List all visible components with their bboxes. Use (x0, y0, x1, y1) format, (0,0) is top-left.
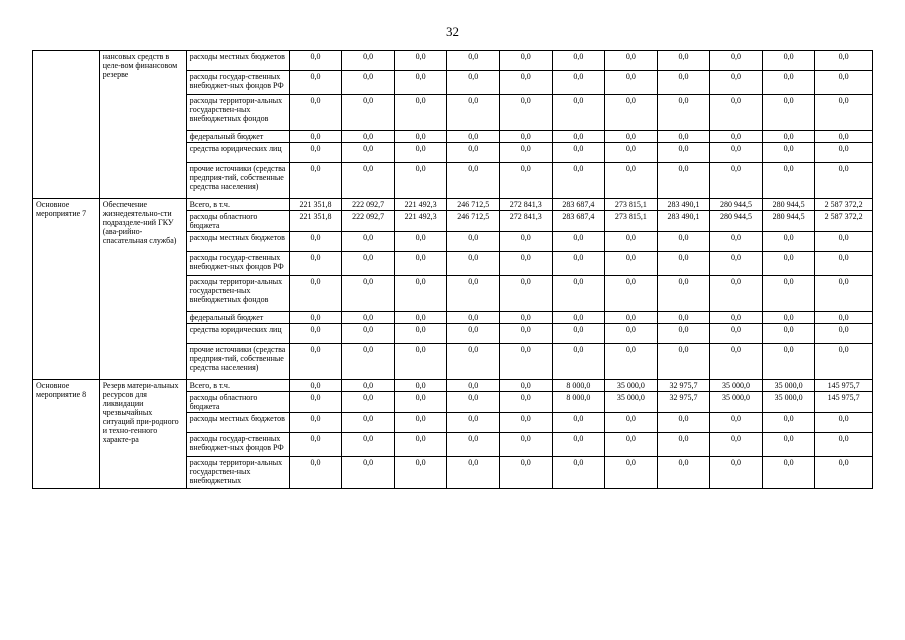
value-cell: 0,0 (289, 380, 342, 392)
value-cell: 0,0 (815, 163, 873, 199)
value-cell: 0,0 (710, 413, 763, 433)
funding-source-cell: расходы государ-ственных внебюджет-ных фондов РФ (186, 252, 289, 276)
funding-source-cell: прочие источники (средства предприя-тий, собственные средства населения) (186, 344, 289, 380)
value-cell: 283 490,1 (657, 199, 710, 211)
value-cell: 0,0 (342, 163, 395, 199)
value-cell: 0,0 (447, 51, 500, 71)
funding-source-cell: Всего, в т.ч. (186, 199, 289, 211)
value-cell: 8 000,0 (552, 380, 605, 392)
value-cell: 0,0 (499, 380, 552, 392)
value-cell: 0,0 (605, 457, 658, 489)
value-cell: 0,0 (342, 312, 395, 324)
value-cell: 0,0 (710, 324, 763, 344)
value-cell: 0,0 (552, 324, 605, 344)
value-cell: 0,0 (657, 51, 710, 71)
value-cell: 0,0 (552, 143, 605, 163)
value-cell: 0,0 (447, 413, 500, 433)
value-cell: 280 944,5 (762, 211, 815, 232)
value-cell: 0,0 (394, 324, 447, 344)
value-cell: 0,0 (762, 433, 815, 457)
value-cell: 0,0 (289, 344, 342, 380)
value-cell: 145 975,7 (815, 392, 873, 413)
measure-name-cell: Основное мероприятие 7 (33, 199, 100, 380)
value-cell: 0,0 (710, 312, 763, 324)
value-cell: 35 000,0 (710, 380, 763, 392)
funding-source-cell: расходы областного бюджета (186, 211, 289, 232)
value-cell: 0,0 (447, 324, 500, 344)
value-cell: 0,0 (289, 413, 342, 433)
value-cell: 273 815,1 (605, 211, 658, 232)
value-cell: 222 092,7 (342, 211, 395, 232)
value-cell: 0,0 (447, 380, 500, 392)
value-cell: 0,0 (342, 433, 395, 457)
funding-source-cell: расходы территори-альных государствен-ных внебюджетных фондов (186, 276, 289, 312)
funding-source-cell: расходы государ-ственных внебюджет-ных фондов РФ (186, 433, 289, 457)
value-cell: 0,0 (499, 312, 552, 324)
value-cell: 0,0 (710, 276, 763, 312)
value-cell: 0,0 (447, 344, 500, 380)
value-cell: 0,0 (394, 380, 447, 392)
value-cell: 0,0 (342, 143, 395, 163)
value-cell: 32 975,7 (657, 392, 710, 413)
value-cell: 0,0 (657, 433, 710, 457)
funding-source-cell: федеральный бюджет (186, 312, 289, 324)
value-cell: 221 492,3 (394, 211, 447, 232)
value-cell: 0,0 (394, 252, 447, 276)
value-cell: 0,0 (289, 143, 342, 163)
value-cell: 0,0 (815, 252, 873, 276)
value-cell: 246 712,5 (447, 199, 500, 211)
value-cell: 221 492,3 (394, 199, 447, 211)
value-cell: 0,0 (342, 392, 395, 413)
value-cell: 0,0 (552, 433, 605, 457)
value-cell: 0,0 (605, 413, 658, 433)
value-cell: 0,0 (394, 143, 447, 163)
value-cell: 0,0 (710, 71, 763, 95)
value-cell: 0,0 (762, 51, 815, 71)
value-cell: 272 841,3 (499, 211, 552, 232)
funding-source-cell: расходы местных бюджетов (186, 232, 289, 252)
value-cell: 0,0 (762, 71, 815, 95)
value-cell: 0,0 (762, 457, 815, 489)
value-cell: 35 000,0 (710, 392, 763, 413)
value-cell: 0,0 (447, 252, 500, 276)
value-cell: 0,0 (657, 324, 710, 344)
value-cell: 0,0 (605, 143, 658, 163)
value-cell: 0,0 (710, 143, 763, 163)
value-cell: 0,0 (499, 252, 552, 276)
value-cell: 0,0 (499, 344, 552, 380)
value-cell: 0,0 (815, 232, 873, 252)
value-cell: 0,0 (289, 71, 342, 95)
measure-description-cell: нансовых средств в целе-вом финансовом резерве (99, 51, 186, 199)
value-cell: 0,0 (657, 276, 710, 312)
value-cell: 145 975,7 (815, 380, 873, 392)
value-cell: 283 490,1 (657, 211, 710, 232)
value-cell: 0,0 (394, 433, 447, 457)
value-cell: 0,0 (394, 457, 447, 489)
value-cell: 0,0 (815, 276, 873, 312)
value-cell: 0,0 (605, 95, 658, 131)
value-cell: 0,0 (289, 163, 342, 199)
value-cell: 0,0 (710, 51, 763, 71)
value-cell: 0,0 (815, 413, 873, 433)
value-cell: 0,0 (499, 392, 552, 413)
value-cell: 0,0 (342, 276, 395, 312)
measure-name-cell (33, 51, 100, 199)
value-cell: 0,0 (605, 344, 658, 380)
value-cell: 35 000,0 (605, 380, 658, 392)
value-cell: 0,0 (342, 324, 395, 344)
value-cell: 0,0 (815, 143, 873, 163)
value-cell: 0,0 (499, 71, 552, 95)
value-cell: 0,0 (289, 276, 342, 312)
value-cell: 0,0 (289, 51, 342, 71)
funding-source-cell: расходы территори-альных государствен-ных внебюджетных (186, 457, 289, 489)
value-cell: 0,0 (447, 71, 500, 95)
value-cell: 0,0 (605, 232, 658, 252)
value-cell: 0,0 (657, 252, 710, 276)
value-cell: 0,0 (762, 95, 815, 131)
value-cell: 0,0 (342, 95, 395, 131)
value-cell: 280 944,5 (710, 199, 763, 211)
value-cell: 273 815,1 (605, 199, 658, 211)
value-cell: 283 687,4 (552, 199, 605, 211)
value-cell: 0,0 (657, 143, 710, 163)
value-cell: 0,0 (552, 252, 605, 276)
value-cell: 0,0 (394, 276, 447, 312)
value-cell: 0,0 (289, 232, 342, 252)
value-cell: 0,0 (289, 252, 342, 276)
value-cell: 0,0 (447, 312, 500, 324)
value-cell: 0,0 (342, 71, 395, 95)
table-row (33, 199, 873, 211)
value-cell: 0,0 (605, 131, 658, 143)
value-cell: 0,0 (657, 312, 710, 324)
funding-source-cell: прочие источники (средства предприя-тий, собственные средства населения) (186, 163, 289, 199)
value-cell: 0,0 (815, 324, 873, 344)
value-cell: 8 000,0 (552, 392, 605, 413)
value-cell: 0,0 (762, 252, 815, 276)
value-cell: 0,0 (710, 433, 763, 457)
value-cell: 0,0 (447, 433, 500, 457)
value-cell: 0,0 (289, 392, 342, 413)
value-cell: 0,0 (342, 413, 395, 433)
value-cell: 0,0 (394, 95, 447, 131)
funding-source-cell: Всего, в т.ч. (186, 380, 289, 392)
value-cell: 0,0 (605, 252, 658, 276)
page-number: 32 (446, 24, 459, 39)
value-cell: 0,0 (552, 163, 605, 199)
value-cell: 0,0 (762, 413, 815, 433)
value-cell: 0,0 (289, 457, 342, 489)
value-cell: 0,0 (605, 163, 658, 199)
value-cell: 0,0 (552, 71, 605, 95)
value-cell: 35 000,0 (605, 392, 658, 413)
value-cell: 0,0 (605, 433, 658, 457)
value-cell: 0,0 (289, 95, 342, 131)
value-cell: 222 092,7 (342, 199, 395, 211)
value-cell: 0,0 (394, 344, 447, 380)
value-cell: 0,0 (394, 413, 447, 433)
funding-source-cell: средства юридических лиц (186, 324, 289, 344)
value-cell: 0,0 (657, 95, 710, 131)
value-cell: 0,0 (499, 276, 552, 312)
value-cell: 0,0 (657, 163, 710, 199)
value-cell: 0,0 (710, 95, 763, 131)
value-cell: 0,0 (394, 163, 447, 199)
value-cell: 272 841,3 (499, 199, 552, 211)
measure-description-cell: Резерв матери-альных ресурсов для ликвидации чрезвычайных ситуаций при-родного и техно-генного характе-ра (99, 380, 186, 489)
value-cell: 221 351,8 (289, 199, 342, 211)
value-cell: 0,0 (499, 163, 552, 199)
value-cell: 0,0 (552, 344, 605, 380)
value-cell: 0,0 (499, 324, 552, 344)
value-cell: 0,0 (815, 95, 873, 131)
value-cell: 0,0 (762, 232, 815, 252)
funding-source-cell: федеральный бюджет (186, 131, 289, 143)
value-cell: 0,0 (762, 344, 815, 380)
value-cell: 35 000,0 (762, 392, 815, 413)
value-cell: 0,0 (342, 457, 395, 489)
value-cell: 0,0 (394, 312, 447, 324)
value-cell: 0,0 (499, 232, 552, 252)
value-cell: 2 587 372,2 (815, 211, 873, 232)
value-cell: 0,0 (394, 131, 447, 143)
value-cell: 0,0 (447, 276, 500, 312)
value-cell: 0,0 (710, 163, 763, 199)
value-cell: 0,0 (499, 433, 552, 457)
value-cell: 0,0 (394, 51, 447, 71)
value-cell: 0,0 (499, 131, 552, 143)
value-cell: 0,0 (447, 163, 500, 199)
value-cell: 0,0 (657, 457, 710, 489)
table-row (33, 51, 873, 71)
value-cell: 0,0 (394, 392, 447, 413)
value-cell: 0,0 (552, 232, 605, 252)
value-cell: 0,0 (815, 312, 873, 324)
value-cell: 0,0 (815, 131, 873, 143)
value-cell: 0,0 (552, 131, 605, 143)
value-cell: 0,0 (710, 252, 763, 276)
funding-source-cell: средства юридических лиц (186, 143, 289, 163)
value-cell: 0,0 (657, 131, 710, 143)
value-cell: 0,0 (815, 51, 873, 71)
value-cell: 0,0 (762, 163, 815, 199)
value-cell: 0,0 (342, 51, 395, 71)
value-cell: 0,0 (657, 413, 710, 433)
table-body (33, 51, 873, 489)
value-cell: 35 000,0 (762, 380, 815, 392)
value-cell: 0,0 (762, 324, 815, 344)
value-cell: 0,0 (499, 51, 552, 71)
measure-name-cell: Основное мероприятие 8 (33, 380, 100, 489)
value-cell: 0,0 (499, 143, 552, 163)
value-cell: 0,0 (762, 131, 815, 143)
value-cell: 246 712,5 (447, 211, 500, 232)
value-cell: 0,0 (710, 131, 763, 143)
value-cell: 0,0 (447, 457, 500, 489)
value-cell: 0,0 (552, 312, 605, 324)
value-cell: 0,0 (342, 380, 395, 392)
budget-table (32, 50, 873, 489)
value-cell: 0,0 (447, 143, 500, 163)
value-cell: 0,0 (394, 232, 447, 252)
value-cell: 0,0 (342, 344, 395, 380)
value-cell: 0,0 (605, 324, 658, 344)
value-cell: 0,0 (289, 131, 342, 143)
value-cell: 2 587 372,2 (815, 199, 873, 211)
value-cell: 0,0 (447, 95, 500, 131)
value-cell: 0,0 (552, 276, 605, 312)
value-cell: 0,0 (342, 232, 395, 252)
value-cell: 32 975,7 (657, 380, 710, 392)
value-cell: 0,0 (552, 413, 605, 433)
value-cell: 0,0 (657, 344, 710, 380)
value-cell: 0,0 (762, 143, 815, 163)
value-cell: 0,0 (815, 433, 873, 457)
funding-source-cell: расходы областного бюджета (186, 392, 289, 413)
value-cell: 0,0 (605, 71, 658, 95)
funding-source-cell: расходы местных бюджетов (186, 51, 289, 71)
value-cell: 0,0 (815, 71, 873, 95)
value-cell: 0,0 (710, 232, 763, 252)
value-cell: 0,0 (657, 71, 710, 95)
value-cell: 0,0 (710, 344, 763, 380)
value-cell: 0,0 (815, 457, 873, 489)
value-cell: 0,0 (815, 344, 873, 380)
value-cell: 0,0 (605, 276, 658, 312)
value-cell: 221 351,8 (289, 211, 342, 232)
value-cell: 283 687,4 (552, 211, 605, 232)
value-cell: 0,0 (342, 252, 395, 276)
value-cell: 0,0 (605, 51, 658, 71)
value-cell: 0,0 (394, 71, 447, 95)
value-cell: 0,0 (289, 433, 342, 457)
value-cell: 0,0 (499, 95, 552, 131)
table-row (33, 380, 873, 392)
value-cell: 0,0 (499, 457, 552, 489)
value-cell: 0,0 (552, 457, 605, 489)
value-cell: 0,0 (605, 312, 658, 324)
value-cell: 0,0 (710, 457, 763, 489)
value-cell: 0,0 (499, 413, 552, 433)
value-cell: 0,0 (447, 131, 500, 143)
value-cell: 280 944,5 (710, 211, 763, 232)
value-cell: 280 944,5 (762, 199, 815, 211)
measure-description-cell: Обеспечение жизнедеятельно-сти подразделе-ний ГКУ (ава-рийно-спасательная служба) (99, 199, 186, 380)
value-cell: 0,0 (657, 232, 710, 252)
value-cell: 0,0 (289, 312, 342, 324)
funding-source-cell: расходы государ-ственных внебюджет-ных фондов РФ (186, 71, 289, 95)
value-cell: 0,0 (342, 131, 395, 143)
funding-source-cell: расходы территори-альных государствен-ных внебюджетных фондов (186, 95, 289, 131)
value-cell: 0,0 (447, 392, 500, 413)
funding-source-cell: расходы местных бюджетов (186, 413, 289, 433)
value-cell: 0,0 (552, 95, 605, 131)
value-cell: 0,0 (447, 232, 500, 252)
value-cell: 0,0 (289, 324, 342, 344)
value-cell: 0,0 (762, 312, 815, 324)
value-cell: 0,0 (552, 51, 605, 71)
value-cell: 0,0 (762, 276, 815, 312)
